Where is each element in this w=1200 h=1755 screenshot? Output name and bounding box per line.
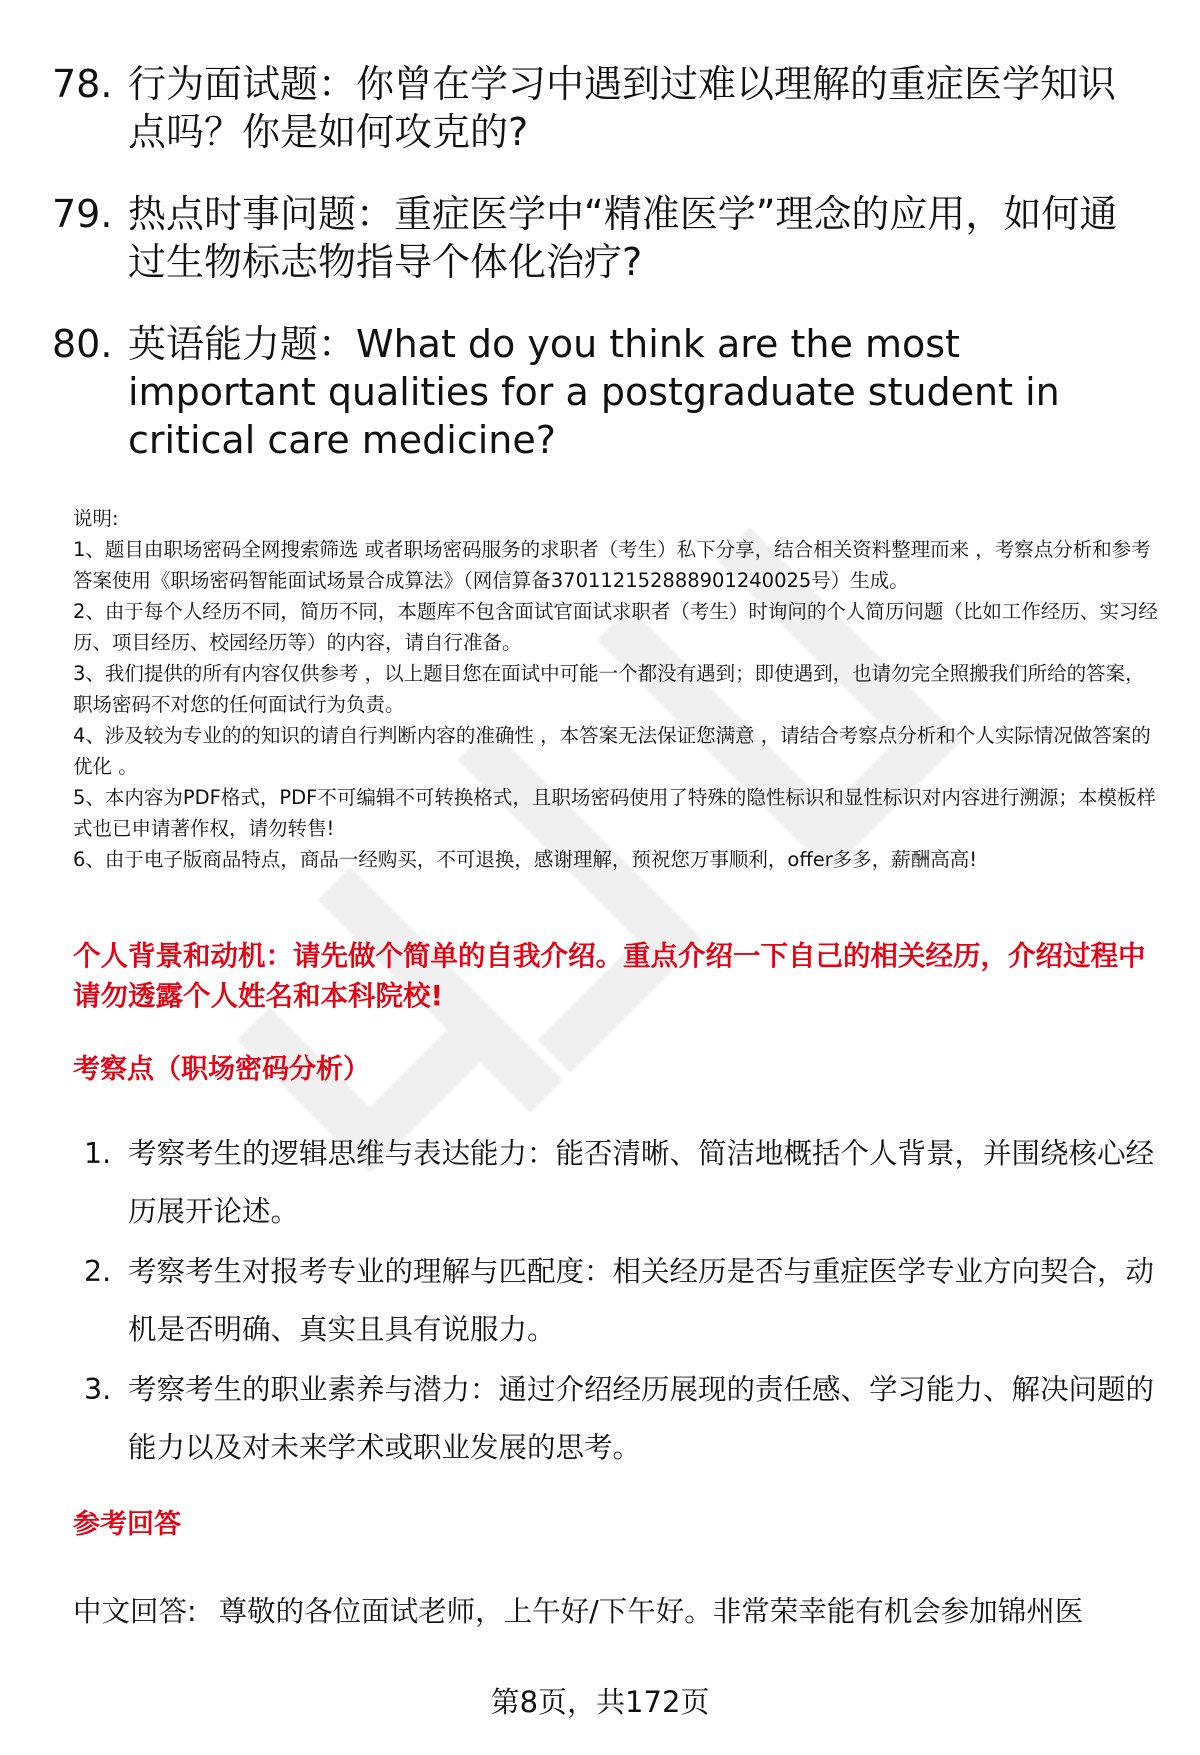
point-number: 2. — [84, 1255, 112, 1288]
chinese-answer-text: 尊敬的各位面试老师，上午好/下午好。非常荣幸能有机会参加锦州医 — [218, 1595, 1084, 1628]
analysis-points-list — [84, 1125, 1154, 1479]
question-text: 热点时事问题：重症医学中“精准医学”理念的应用，如何通过生物标志物指导个体化治疗? — [128, 192, 1118, 284]
analysis-point — [84, 1243, 1154, 1359]
notes-title: 说明: — [73, 507, 119, 530]
note-item: 3、我们提供的所有内容仅供参考 ，以上题目您在面试中可能一个都没有遇到；即使遇到，也请勿完全照搬我们所给的答案，职场密码不对您的任何面试行为负责。 — [73, 662, 1145, 716]
note-item: 5、本内容为PDF格式，PDF不可编辑不可转换格式，且职场密码使用了特殊的隐性标识和显性标识对内容进行溯源；本模板样式也已申请著作权，请勿转售! — [73, 786, 1156, 840]
question-item — [52, 190, 1152, 286]
question-number: 78. — [52, 62, 113, 106]
chinese-answer-label: 中文回答: — [73, 1595, 197, 1628]
note-item: 1、题目由职场密码全网搜索筛选 或者职场密码服务的求职者（考生）私下分享，结合相关资料整理而来 ，考察点分析和参考答案使用《职场密码智能面试场景合成算法》（网信算备370112152888901240025号）生成。 — [73, 538, 1151, 592]
analysis-title: 考察点（职场密码分析） — [73, 1054, 370, 1085]
point-text: 考察考生的逻辑思维与表达能力：能否清晰、简洁地概括个人背景，并围绕核心经历展开论述。 — [128, 1137, 1155, 1228]
question-number: 80. — [52, 322, 113, 366]
chinese-answer — [73, 1590, 1163, 1634]
question-text: 行为面试题：你曾在学习中遇到过难以理解的重症医学知识点吗？你是如何攻克的? — [128, 62, 1117, 154]
question-text: 英语能力题：What do you think are the most important qualities for a postgraduate student in critical care medicine? — [128, 322, 1060, 462]
note-item: 2、由于每个人经历不同，简历不同，本题库不包含面试官面试求职者（考生）时询问的个人简历问题（比如工作经历、实习经历、项目经历、校园经历等）的内容，请自行准备。 — [73, 600, 1158, 654]
question-list — [52, 60, 1152, 498]
motivation-question: 个人背景和动机：请先做个简单的自我介绍。重点介绍一下自己的相关经历，介绍过程中请勿透露个人姓名和本科院校! — [73, 940, 1146, 1012]
note-item: 4、涉及较为专业的的知识的请自行判断内容的准确性 ，本答案无法保证您满意 ，请结合考察点分析和个人实际情况做答案的优化 。 — [73, 724, 1151, 778]
note-item: 6、由于电子版商品特点，商品一经购买，不可退换，感谢理解，预祝您万事顺利，offer多多，薪酬高高! — [73, 848, 978, 871]
question-number: 79. — [52, 192, 113, 236]
analysis-point — [84, 1361, 1154, 1477]
notes-section — [73, 503, 1163, 875]
page-footer: 第8页，共172页 — [490, 1685, 710, 1719]
question-item — [52, 320, 1152, 464]
reference-answer-title: 参考回答 — [73, 1509, 181, 1540]
point-text: 考察考生对报考专业的理解与匹配度：相关经历是否与重症医学专业方向契合，动机是否明确、真实且具有说服力。 — [128, 1255, 1155, 1346]
point-number: 3. — [84, 1373, 112, 1406]
point-text: 考察考生的职业素养与潜力：通过介绍经历展现的责任感、学习能力、解决问题的能力以及对未来学术或职业发展的思考。 — [128, 1373, 1155, 1464]
question-item — [52, 60, 1152, 156]
point-number: 1. — [84, 1137, 112, 1170]
analysis-point — [84, 1125, 1154, 1241]
